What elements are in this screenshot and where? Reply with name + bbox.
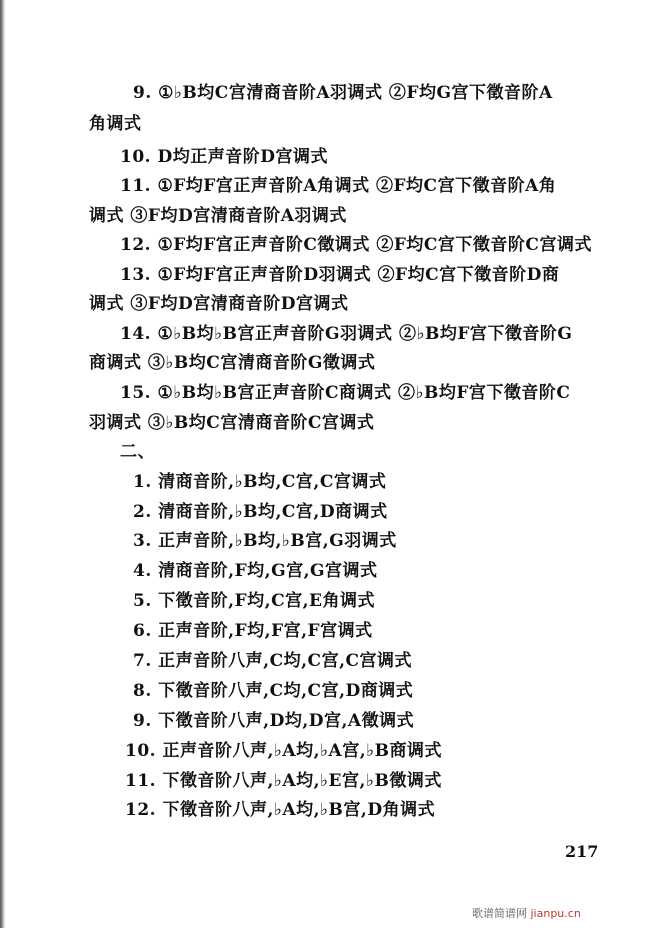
watermark (472, 905, 581, 921)
answer-line: 15. ①♭B均♭B宫正声音阶C商调式 ②♭B均F宫下徵音阶C (120, 383, 571, 403)
answer-line: 8. 下徵音阶八声,C均,C宫,D商调式 (133, 681, 414, 701)
answer-line: 10. 正声音阶八声,♭A均,♭A宫,♭B商调式 (125, 741, 443, 761)
answer-line: 14. ①♭B均♭B宫正声音阶G羽调式 ②♭B均F宫下徵音阶G (120, 324, 573, 344)
section-heading: 二、 (120, 442, 155, 462)
answer-line: 6. 正声音阶,F均,F宫,F宫调式 (133, 621, 373, 641)
answer-line: 角调式 (89, 114, 142, 134)
answer-line: 羽调式 ③♭B均C宫清商音阶C宫调式 (89, 413, 375, 433)
answer-line: 2. 清商音阶,♭B均,C宫,D商调式 (133, 502, 388, 522)
watermark-url: jianpu.cn (530, 907, 581, 920)
page-number: 217 (565, 842, 599, 861)
answer-line: 12. ①F均F宫正声音阶C徵调式 ②F均C宫下徵音阶C宫调式 (120, 235, 592, 255)
answer-line: 11. ①F均F宫正声音阶A角调式 ②F均C宫下徵音阶A角 (120, 176, 557, 196)
watermark-site-name: 歌谱简谱网 (472, 907, 527, 920)
answer-line: 5. 下徵音阶,F均,C宫,E角调式 (133, 591, 375, 611)
answer-line: 调式 ③F均D宫清商音阶D宫调式 (89, 294, 349, 314)
answer-line: 13. ①F均F宫正声音阶D羽调式 ②F均C宫下徵音阶D商 (120, 265, 560, 285)
answer-line: 10. D均正声音阶D宫调式 (120, 147, 328, 167)
answer-line: 12. 下徵音阶八声,♭A均,♭B宫,D角调式 (125, 800, 436, 820)
answer-line: 调式 ③F均D宫清商音阶A羽调式 (89, 206, 347, 226)
answer-line: 7. 正声音阶八声,C均,C宫,C宫调式 (133, 651, 413, 671)
binding-edge (0, 0, 6, 928)
answer-line: 商调式 ③♭B均C宫清商音阶G徵调式 (89, 353, 376, 373)
answer-line: 4. 清商音阶,F均,G宫,G宫调式 (133, 561, 378, 581)
answer-line: 1. 清商音阶,♭B均,C宫,C宫调式 (133, 472, 387, 492)
answer-line: 3. 正声音阶,♭B均,♭B宫,G羽调式 (133, 531, 397, 551)
answer-line: 11. 下徵音阶八声,♭A均,♭E宫,♭B徵调式 (125, 771, 442, 791)
answer-line: 9. ①♭B均C宫清商音阶A羽调式 ②F均G宫下徵音阶A (133, 83, 553, 103)
answer-line: 9. 下徵音阶八声,D均,D宫,A徵调式 (133, 711, 415, 731)
